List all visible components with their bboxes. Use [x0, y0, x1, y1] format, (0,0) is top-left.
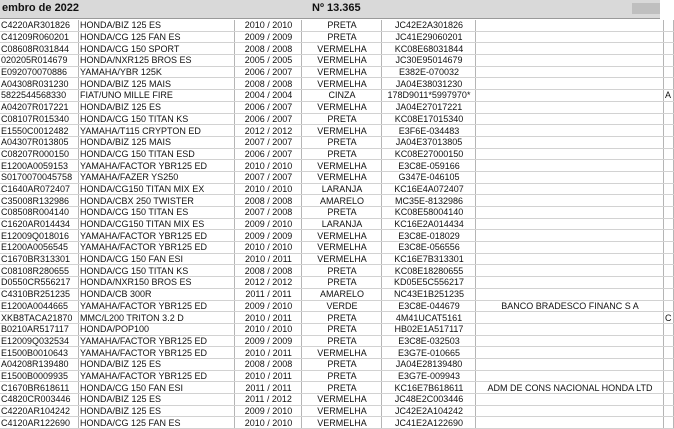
motor-cell: JC41E29060201 — [382, 31, 476, 43]
modelo-cell: HONDA/BIZ 125 MAIS — [79, 78, 235, 90]
extra-cell — [664, 265, 674, 277]
cor-cell: LARANJA — [302, 183, 382, 195]
vehicle-table — [0, 20, 674, 429]
extra-cell — [664, 55, 674, 67]
motor-cell: JA04E37013805 — [382, 136, 476, 148]
extra-cell — [664, 230, 674, 242]
modelo-cell: HONDA/CBX 250 TWISTER — [79, 195, 235, 207]
modelo-cell: YAMAHA/FACTOR YBR125 ED — [79, 335, 235, 347]
table-row — [0, 195, 674, 207]
observacao-cell — [476, 417, 664, 429]
modelo-cell: HONDA/CB 300R — [79, 288, 235, 300]
motor-cell: JC41E2A122690 — [382, 417, 476, 429]
motor-cell: JA04E27017221 — [382, 101, 476, 113]
motor-cell: E3G7E-010665 — [382, 347, 476, 359]
observacao-cell — [476, 183, 664, 195]
table-row — [0, 183, 674, 195]
modelo-cell: HONDA/BIZ 125 ES — [79, 394, 235, 406]
table-row — [0, 265, 674, 277]
motor-cell: KC16E7B618611 — [382, 382, 476, 394]
observacao-cell — [476, 253, 664, 265]
table-row — [0, 347, 674, 359]
cor-cell: VERMELHA — [302, 160, 382, 172]
modelo-cell: HONDA/CG150 TITAN MIX ES — [79, 218, 235, 230]
motor-cell: KC16E7B313301 — [382, 253, 476, 265]
modelo-cell: HONDA/BIZ 125 ES — [79, 405, 235, 417]
chassi-cell: C08508R004140 — [0, 207, 79, 219]
motor-cell: E3C8E-044679 — [382, 300, 476, 312]
table-row — [0, 148, 674, 160]
extra-cell — [664, 253, 674, 265]
extra-cell — [664, 31, 674, 43]
cor-cell: VERMELHA — [302, 55, 382, 67]
modelo-cell: YAMAHA/T115 CRYPTON ED — [79, 125, 235, 137]
ano-cell: 2010 / 2010 — [235, 323, 302, 335]
ano-cell: 2009 / 2010 — [235, 300, 302, 312]
table-row — [0, 20, 674, 31]
chassi-cell: C08608R031844 — [0, 43, 79, 55]
extra-cell — [664, 183, 674, 195]
observacao-cell — [476, 230, 664, 242]
cor-cell: VERMELHA — [302, 405, 382, 417]
ano-cell: 2009 / 2009 — [235, 230, 302, 242]
modelo-cell: HONDA/CG 150 TITAN ES — [79, 207, 235, 219]
modelo-cell: HONDA/CG 125 FAN ES — [79, 31, 235, 43]
table-row — [0, 125, 674, 137]
extra-cell — [664, 347, 674, 359]
cor-cell: AMARELO — [302, 288, 382, 300]
extra-cell — [664, 125, 674, 137]
cor-cell: PRETA — [302, 207, 382, 219]
table-row — [0, 277, 674, 289]
table-row — [0, 323, 674, 335]
motor-cell: E3F6E-034483 — [382, 125, 476, 137]
extra-cell — [664, 218, 674, 230]
observacao-cell — [476, 335, 664, 347]
ano-cell: 2010 / 2011 — [235, 347, 302, 359]
observacao-cell — [476, 148, 664, 160]
table-row — [0, 113, 674, 125]
modelo-cell: HONDA/CG 150 TITAN KS — [79, 113, 235, 125]
table-row — [0, 417, 674, 429]
chassi-cell: E1500B0010643 — [0, 347, 79, 359]
chassi-cell: S0170070045758 — [0, 171, 79, 183]
cor-cell: VERMELHA — [302, 101, 382, 113]
table-row — [0, 335, 674, 347]
ano-cell: 2010 / 2011 — [235, 370, 302, 382]
extra-cell — [664, 370, 674, 382]
chassi-cell: C1640AR072407 — [0, 183, 79, 195]
extra-cell — [664, 20, 674, 31]
chassi-cell: D0550CR556217 — [0, 277, 79, 289]
extra-cell: C — [665, 312, 672, 323]
cor-cell: VERDE — [302, 300, 382, 312]
modelo-cell: HONDA/CG 150 FAN ESI — [79, 253, 235, 265]
observacao-cell — [476, 394, 664, 406]
chassi-cell: C1670BR618611 — [0, 382, 79, 394]
cor-cell: PRETA — [302, 335, 382, 347]
extra-cell — [664, 136, 674, 148]
ano-cell: 2010 / 2011 — [235, 312, 302, 324]
cor-cell: AMARELO — [302, 195, 382, 207]
cor-cell: VERMELHA — [302, 253, 382, 265]
ano-cell: 2007 / 2008 — [235, 207, 302, 219]
motor-cell: KC08E17015340 — [382, 113, 476, 125]
observacao-cell — [476, 358, 664, 370]
chassi-cell: C08107R015340 — [0, 113, 79, 125]
extra-cell: A — [664, 90, 674, 102]
motor-cell: E3C8E-056556 — [382, 242, 476, 254]
chassi-cell: C08108R280655 — [0, 265, 79, 277]
page-header — [0, 0, 660, 19]
modelo-cell: HONDA/POP100 — [79, 323, 235, 335]
chassi-cell: A04307R013805 — [0, 136, 79, 148]
chassi-cell: C35008R132986 — [0, 195, 79, 207]
extra-cell — [664, 43, 674, 55]
table-row — [0, 230, 674, 242]
extra-cell — [664, 66, 674, 78]
motor-cell: E3C8E-032503 — [382, 335, 476, 347]
vehicle-table-body — [0, 20, 674, 429]
extra-cell — [664, 358, 674, 370]
extra-cell — [664, 335, 674, 347]
extra-cell — [664, 207, 674, 219]
motor-cell: KD05E5C556217 — [382, 277, 476, 289]
motor-cell: HB02E1A517117 — [382, 323, 476, 335]
table-row — [0, 171, 674, 183]
observacao-cell — [476, 218, 664, 230]
observacao-cell — [476, 43, 664, 55]
observacao-cell — [476, 125, 664, 137]
extra-cell — [664, 323, 674, 335]
modelo-cell: HONDA/BIZ 125 MAIS — [79, 136, 235, 148]
ano-cell: 2011 / 2011 — [235, 288, 302, 300]
extra-cell — [664, 171, 674, 183]
cor-cell: PRETA — [302, 358, 382, 370]
modelo-cell: YAMAHA/FACTOR YBR125 ED — [79, 347, 235, 359]
observacao-cell — [476, 277, 664, 289]
cor-cell: CINZA — [302, 90, 382, 102]
observacao-cell — [476, 171, 664, 183]
table-row — [0, 218, 674, 230]
observacao-cell — [476, 370, 664, 382]
table-row — [0, 312, 674, 324]
motor-cell: E3G7E-009943 — [382, 370, 476, 382]
chassi-cell: E1200A0044665 — [0, 300, 79, 312]
cor-cell: PRETA — [302, 20, 382, 31]
cor-cell: PRETA — [302, 323, 382, 335]
chassi-cell: A04207R017221 — [0, 101, 79, 113]
cor-cell: PRETA — [302, 277, 382, 289]
observacao-cell — [476, 312, 664, 324]
observacao-cell — [476, 405, 664, 417]
table-row — [0, 31, 674, 43]
modelo-cell: YAMAHA/FAZER YS250 — [79, 171, 235, 183]
ano-cell: 2007 / 2007 — [235, 171, 302, 183]
chassi-cell: C1670BR313301 — [0, 253, 79, 265]
observacao-cell — [476, 90, 664, 102]
observacao-cell — [476, 288, 664, 300]
ano-cell: 2008 / 2008 — [235, 78, 302, 90]
cor-cell: PRETA — [302, 136, 382, 148]
cor-cell: PRETA — [302, 312, 382, 324]
ano-cell: 2012 / 2012 — [235, 277, 302, 289]
cor-cell: VERMELHA — [302, 125, 382, 137]
observacao-cell — [476, 31, 664, 43]
observacao-cell — [476, 55, 664, 67]
chassi-cell: B0210AR517117 — [0, 323, 79, 335]
table-row — [0, 55, 674, 67]
cor-cell: VERMELHA — [302, 171, 382, 183]
cor-cell: VERMELHA — [302, 78, 382, 90]
modelo-cell: HONDA/NXR125 BROS ES — [79, 55, 235, 67]
cor-cell: PRETA — [302, 382, 382, 394]
motor-cell: KC16E4A072407 — [382, 183, 476, 195]
observacao-cell — [476, 20, 664, 31]
ano-cell: 2011 / 2011 — [235, 382, 302, 394]
modelo-cell: HONDA/BIZ 125 ES — [79, 20, 235, 31]
table-row — [0, 253, 674, 265]
table-row — [0, 288, 674, 300]
observacao-cell — [476, 265, 664, 277]
ano-cell: 2006 / 2007 — [235, 113, 302, 125]
extra-cell — [664, 417, 674, 429]
cor-cell: VERMELHA — [302, 66, 382, 78]
table-row — [0, 300, 674, 312]
observacao-cell — [476, 136, 664, 148]
ano-cell: 2007 / 2007 — [235, 136, 302, 148]
observacao-cell — [476, 195, 664, 207]
header-number: Nº 13.365 — [312, 2, 361, 14]
chassi-cell: E1200A0056545 — [0, 242, 79, 254]
chassi-cell: 020205R014679 — [0, 55, 79, 67]
extra-cell — [664, 394, 674, 406]
motor-cell: 4M41UCAT5161 — [382, 312, 476, 324]
motor-cell: E3C8E-018029 — [382, 230, 476, 242]
chassi-cell: C1620AR014434 — [0, 218, 79, 230]
observacao-cell — [476, 113, 664, 125]
observacao-cell — [476, 66, 664, 78]
extra-cell — [664, 242, 674, 254]
extra-cell — [664, 405, 674, 417]
table-row — [0, 101, 674, 113]
ano-cell: 2008 / 2008 — [235, 195, 302, 207]
extra-cell — [664, 78, 674, 90]
ano-cell: 2008 / 2008 — [235, 43, 302, 55]
motor-cell: KC08E18280655 — [382, 265, 476, 277]
ano-cell: 2005 / 2005 — [235, 55, 302, 67]
motor-cell: KC16E2A014434 — [382, 218, 476, 230]
extra-cell — [664, 277, 674, 289]
ano-cell: 2010 / 2010 — [235, 183, 302, 195]
cor-cell: VERMELHA — [302, 347, 382, 359]
chassi-cell: A04308R031230 — [0, 78, 79, 90]
motor-cell: JC30E95014679 — [382, 55, 476, 67]
modelo-cell: YAMAHA/FACTOR YBR125 ED — [79, 230, 235, 242]
motor-cell: JA04E28139480 — [382, 358, 476, 370]
modelo-cell: HONDA/CG 150 TITAN KS — [79, 265, 235, 277]
chassi-cell: C4220AR104242 — [0, 405, 79, 417]
modelo-cell: HONDA/CG 150 FAN ESI — [79, 382, 235, 394]
chassi-cell: E092070070886 — [0, 66, 79, 78]
modelo-cell: MMC/L200 TRITON 3.2 D — [79, 312, 235, 324]
motor-cell: KC08E27000150 — [382, 148, 476, 160]
extra-cell — [664, 382, 674, 394]
ano-cell: 2009 / 2010 — [235, 405, 302, 417]
table-row — [0, 43, 674, 55]
observacao-cell — [476, 347, 664, 359]
modelo-cell: YAMAHA/FACTOR YBR125 ED — [79, 370, 235, 382]
table-row — [0, 160, 674, 172]
chassi-cell: E12009Q032534 — [0, 335, 79, 347]
cor-cell: LARANJA — [302, 218, 382, 230]
motor-cell: JC42E2A301826 — [382, 20, 476, 31]
table-row — [0, 358, 674, 370]
cor-cell: VERMELHA — [302, 230, 382, 242]
modelo-cell: HONDA/CG150 TITAN MIX EX — [79, 183, 235, 195]
table-row — [0, 136, 674, 148]
motor-cell: JC42E2A104242 — [382, 405, 476, 417]
chassi-cell: E1550C0012482 — [0, 125, 79, 137]
modelo-cell: FIAT/UNO MILLE FIRE — [79, 90, 235, 102]
chassi-cell: E1200A0059153 — [0, 160, 79, 172]
modelo-cell: HONDA/BIZ 125 ES — [79, 358, 235, 370]
table-row — [0, 394, 674, 406]
cor-cell: PRETA — [302, 148, 382, 160]
modelo-cell: YAMAHA/YBR 125K — [79, 66, 235, 78]
motor-cell: NC43E1B251235 — [382, 288, 476, 300]
observacao-cell — [476, 101, 664, 113]
chassi-cell: A04208R139480 — [0, 358, 79, 370]
table-row — [0, 382, 674, 394]
ano-cell: 2006 / 2007 — [235, 148, 302, 160]
ano-cell: 2009 / 2009 — [235, 31, 302, 43]
modelo-cell: HONDA/CG 125 FAN ES — [79, 417, 235, 429]
table-row — [0, 90, 674, 102]
chassi-cell: C4120AR122690 — [0, 417, 79, 429]
chassi-cell: XKB8TACA21870 — [0, 312, 79, 324]
table-row — [0, 207, 674, 219]
chassi-cell: E12009Q018016 — [0, 230, 79, 242]
motor-cell: KC08E68031844 — [382, 43, 476, 55]
ano-cell: 2012 / 2012 — [235, 125, 302, 137]
observacao-cell — [476, 207, 664, 219]
ano-cell: 2010 / 2011 — [235, 253, 302, 265]
ano-cell: 2011 / 2012 — [235, 394, 302, 406]
modelo-cell: YAMAHA/FACTOR YBR125 ED — [79, 242, 235, 254]
extra-cell — [664, 148, 674, 160]
motor-cell: JA04E38031230 — [382, 78, 476, 90]
table-row — [0, 370, 674, 382]
cor-cell: VERMELHA — [302, 242, 382, 254]
ano-cell: 2006 / 2007 — [235, 66, 302, 78]
modelo-cell: HONDA/BIZ 125 ES — [79, 101, 235, 113]
observacao-cell — [476, 160, 664, 172]
ano-cell: 2010 / 2010 — [235, 242, 302, 254]
ano-cell: 2010 / 2010 — [235, 417, 302, 429]
chassi-cell: C4820CR003446 — [0, 394, 79, 406]
motor-cell: G347E-046105 — [382, 171, 476, 183]
cor-cell: PRETA — [302, 370, 382, 382]
chassi-cell: C4310BR251235 — [0, 288, 79, 300]
chassi-cell: 5822544568330 — [0, 90, 79, 102]
extra-cell — [664, 300, 674, 312]
ano-cell: 2008 / 2008 — [235, 358, 302, 370]
table-row — [0, 78, 674, 90]
ano-cell: 2009 / 2009 — [235, 335, 302, 347]
table-row — [0, 405, 674, 417]
table-row — [0, 66, 674, 78]
observacao-cell — [476, 242, 664, 254]
table-row — [0, 242, 674, 254]
header-date: embro de 2022 — [2, 2, 80, 14]
observacao-cell: ADM DE CONS NACIONAL HONDA LTD — [476, 382, 664, 394]
extra-cell — [664, 101, 674, 113]
chassi-cell: C08207R000150 — [0, 148, 79, 160]
cor-cell: VERMELHA — [302, 417, 382, 429]
header-right-block — [632, 3, 660, 14]
ano-cell: 2009 / 2010 — [235, 218, 302, 230]
modelo-cell: HONDA/NXR150 BROS ES — [79, 277, 235, 289]
extra-cell — [664, 195, 674, 207]
observacao-cell — [476, 78, 664, 90]
ano-cell: 2004 / 2004 — [235, 90, 302, 102]
observacao-cell: BANCO BRADESCO FINANC S A — [476, 300, 664, 312]
cor-cell: PRETA — [302, 113, 382, 125]
extra-cell — [664, 288, 674, 300]
cor-cell: VERMELHA — [302, 394, 382, 406]
modelo-cell: YAMAHA/FACTOR YBR125 ED — [79, 160, 235, 172]
chassi-cell: C41209R060201 — [0, 31, 79, 43]
motor-cell: E382E-070032 — [382, 66, 476, 78]
cor-cell: PRETA — [302, 265, 382, 277]
motor-cell: KC08E58004140 — [382, 207, 476, 219]
motor-cell: JC48E2C003446 — [382, 394, 476, 406]
chassi-cell: C4220AR301826 — [0, 20, 79, 31]
observacao-cell — [476, 323, 664, 335]
modelo-cell: YAMAHA/FACTOR YBR125 ED — [79, 300, 235, 312]
ano-cell: 2010 / 2010 — [235, 160, 302, 172]
extra-cell — [664, 113, 674, 125]
modelo-cell: HONDA/CG 150 TITAN ESD — [79, 148, 235, 160]
motor-cell: 178D9011*5997970* — [382, 90, 476, 102]
ano-cell: 2006 / 2007 — [235, 101, 302, 113]
extra-cell — [664, 160, 674, 172]
ano-cell: 2008 / 2008 — [235, 265, 302, 277]
modelo-cell: HONDA/CG 150 SPORT — [79, 43, 235, 55]
chassi-cell: E1500B0009935 — [0, 370, 79, 382]
ano-cell: 2010 / 2010 — [235, 20, 302, 31]
cor-cell: VERMELHA — [302, 43, 382, 55]
cor-cell: PRETA — [302, 31, 382, 43]
motor-cell: MC35E-8132986 — [382, 195, 476, 207]
motor-cell: E3C8E-059166 — [382, 160, 476, 172]
